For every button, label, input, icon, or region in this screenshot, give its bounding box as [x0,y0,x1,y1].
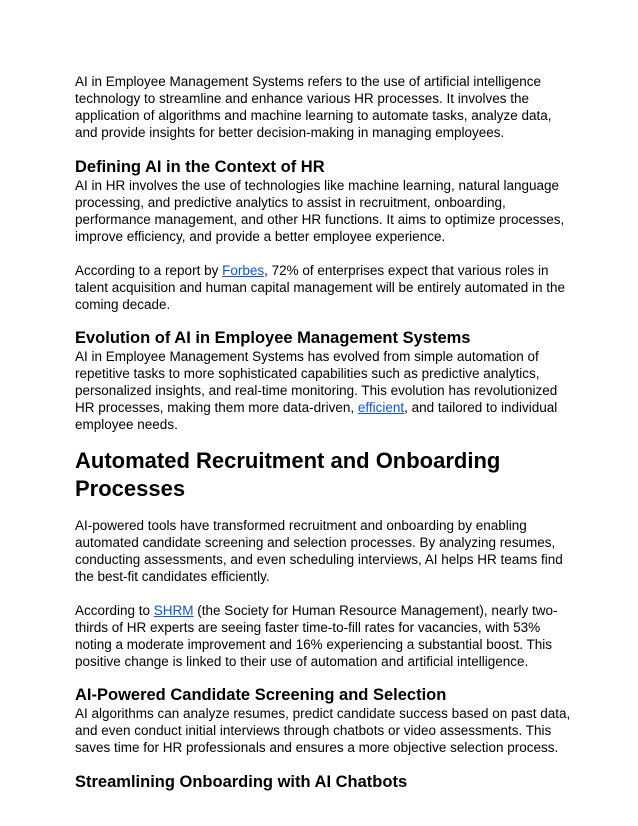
intro-paragraph: AI in Employee Management Systems refers to the use of artificial intelligence technology to streamline and enhance various HR processes. It involves the application of algorithms and machine learning to automate tasks, analyze data, and provide insights for better decision-making in managing employees. [75,74,552,140]
evolution-text-before: AI in Employee Management Systems has evolved from simple automation of repetitive tasks to more sophisticated capabilities such as predictive analytics, personalized insights, and real-time monitoring. This evolution has revolutionized HR processes, making them more data-driven, [75,349,558,415]
evolution-text-after: , and tailored to individual employee needs. [75,400,558,432]
candidate-screening-paragraph: AI algorithms can analyze resumes, predict candidate success based on past data, and even conduct initial interviews through chatbots or video assessments. This saves time for HR professionals and ensures a more objective selection process. [75,706,571,755]
shrm-paragraph [75,602,575,670]
forbes-paragraph [75,262,575,313]
forbes-text-after: , 72% of enterprises expect that various roles in talent acquisition and human capital management will be entirely automated in the coming decade. [75,263,566,312]
evolution-paragraph [75,348,575,433]
evolution-heading: Evolution of AI in Employee Management Systems [75,329,471,347]
recruitment-paragraph: AI-powered tools have transformed recruitment and onboarding by enabling automated candidate screening and selection processes. By analyzing resumes, conducting assessments, and even scheduling interviews, AI helps HR teams find the best-fit candidates efficiently. [75,518,563,584]
automated-recruitment-heading: Automated Recruitment and Onboarding Processes [75,448,501,501]
shrm-text-before: According to [75,603,154,618]
forbes-text-before: According to a report by [75,263,223,278]
shrm-link[interactable]: SHRM [153,603,194,618]
document-page [75,72,575,792]
onboarding-chatbots-heading: Streamlining Onboarding with AI Chatbots [75,773,408,791]
shrm-text-after: (the Society for Human Resource Management), nearly two-thirds of HR experts are seeing faster time-to-fill rates for vacancies, with 53% noting a moderate improvement and 16% experiencing a substantial boost. This positive change is linked to their use of automation and artificial intelligence. [75,603,558,669]
defining-ai-heading: Defining AI in the Context of HR [75,158,325,176]
efficient-link[interactable]: efficient [357,400,405,415]
candidate-screening-heading: AI-Powered Candidate Screening and Selection [75,686,447,704]
defining-ai-paragraph: AI in HR involves the use of technologies like machine learning, natural language processing, and predictive analytics to assist in recruitment, onboarding, performance management, and other HR functions. It aims to optimize processes, improve efficiency, and provide a better employee experience. [75,178,565,244]
forbes-link[interactable]: Forbes [222,263,265,278]
